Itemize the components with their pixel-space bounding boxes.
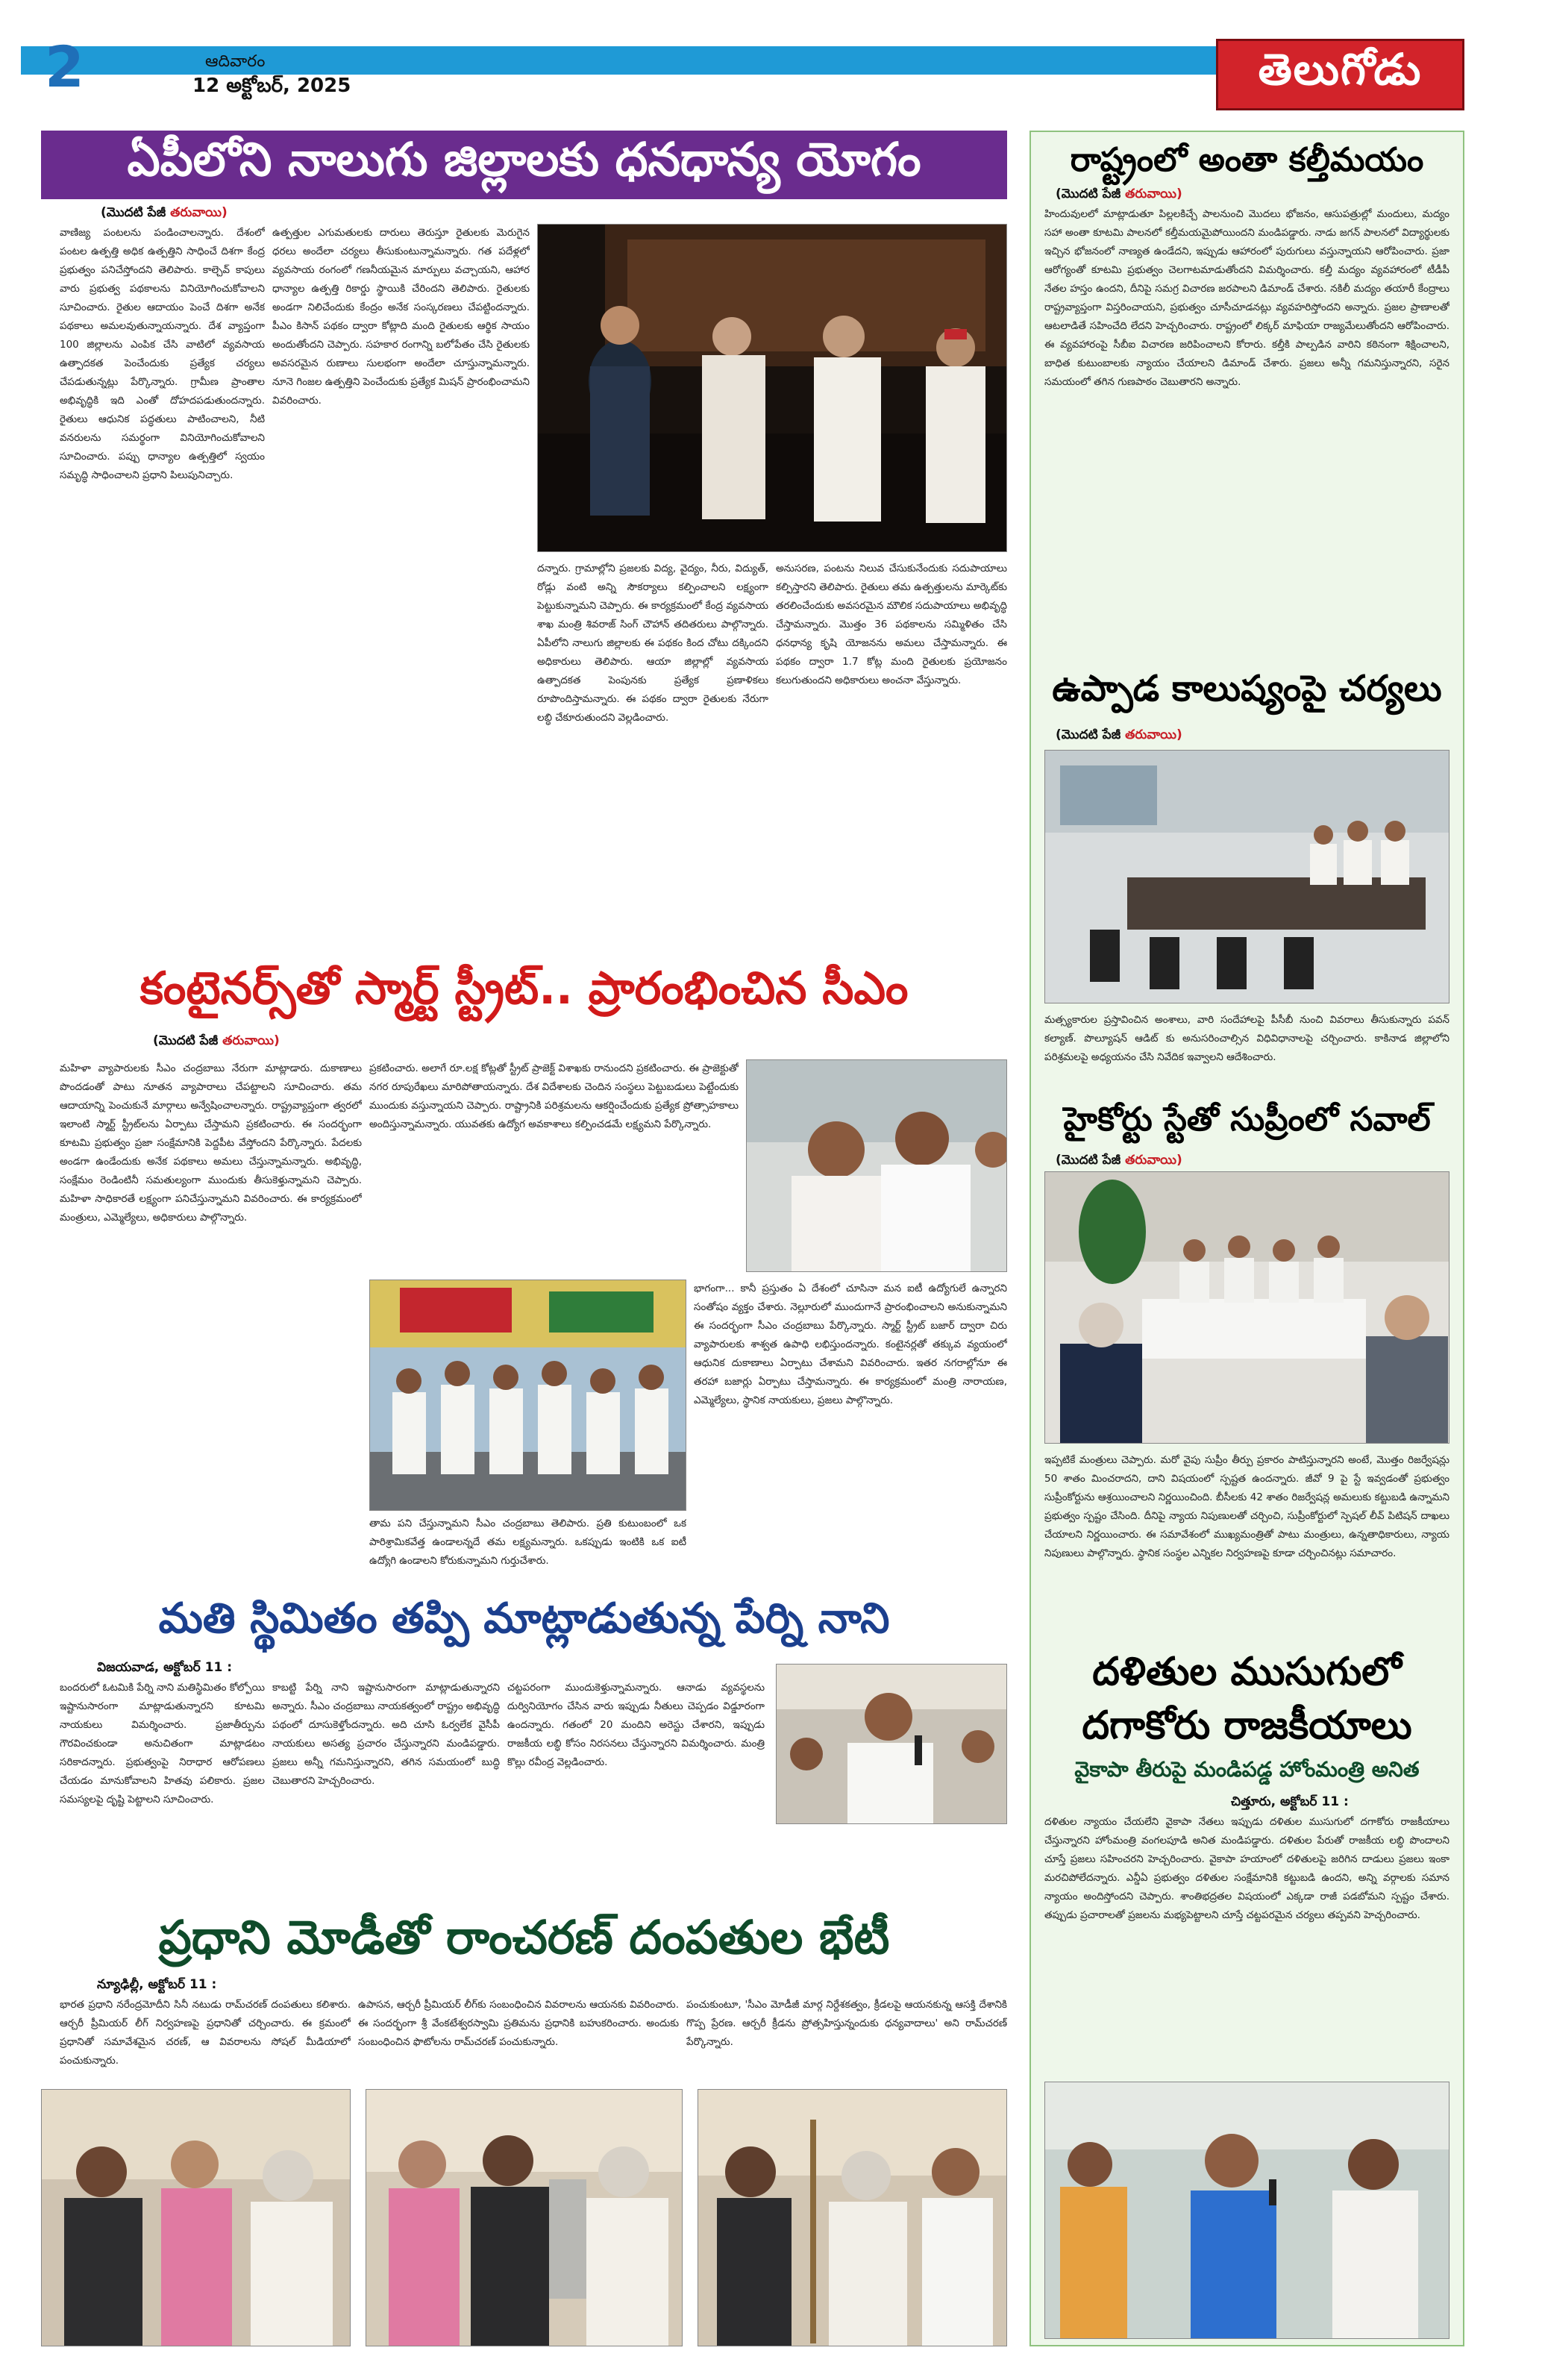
sidebar-story3-byline: (మొదటి పేజీ తరువాయి) (1056, 1153, 1182, 1168)
story4-photo-2 (366, 2089, 683, 2346)
story4-col2: ఉపాసన, ఆర్చరీ ప్రీమియర్ లీగ్‌కు సంబంధించిన వివరాలను ఆయనకు వివరించారు. ఈ సందర్భంగా శ్రీ వేంకటేశ్వరస్వామి ప్రతిమను ప్రధానికి బహుకరించారు. అందుకు సంబంధించిన ఫొటోలను రామ్‌చరణ్ పంచుకున్నారు. (358, 1999, 679, 2048)
story2-byline: (మొదటి పేజీ తరువాయి) (153, 1033, 280, 1048)
sidebar-story4-subhead: వైకాపా తీరుపై మండిపడ్డ హోంమంత్రి అనిత (1074, 1757, 1420, 1782)
story1-col1: వాణిజ్య పంటలను పండించాలన్నారు. దేశంలో పంటల ఉత్పత్తి అధిక ఉత్పత్తిని సాధించే దిశగా కేంద్ర ప్రభుత్వం పనిచేస్తోందని తెలిపారు. కాల్చెవ్ కాపులు వారు ప్రభుత్వ పథకాలను వినియోగించుకోవాలని సూచించారు. రైతుల ఆదాయం పెంచే దిశగా అనేక పథకాలు అమలవుతున్నాయన్నారు. దేశ వ్యాప్తంగా 100 జిల్లాలను ఎంపిక చేసి వాటిలో వ్యవసాయ ఉత్పాదకత పెంచేందుకు ప్రత్యేక చర్యలు చేపడుతున్నట్లు పేర్కొన్నారు. గ్రామీణ ప్రాంతాల అభివృద్ధికి ఇది ఎంతో దోహదపడుతుందన్నారు. రైతులు ఆధునిక పద్ధతులు పాటించాలని, నీటి వనరులను సమర్థంగా వినియోగించుకోవాలని సూచించారు. పప్పు ధాన్యాల ఉత్పత్తిలో స్వయం సమృద్ధి సాధించాలని ప్రధాని పిలుపునిచ్చారు. (60, 227, 265, 481)
story4-photo-3 (698, 2089, 1007, 2346)
story2-col2: ప్రకటించారు. అలాగే రూ.లక్ష కోట్లతో స్ట్రీట్ ప్రాజెక్ట్ విశాఖకు రానుందని ప్రకటించారు. ఈ ప్రాజెక్టుతో నగర రూపురేఖలు మారిపోతాయన్నారు. దేశ విదేశాలకు చెందిన సంస్థలు పెట్టుబడులు పెట్టేందుకు ముందుకు వస్తున్నాయని చెప్పారు. రాష్ట్రానికి పరిశ్రమలను ఆకర్షించేందుకు ప్రత్యేక ప్రోత్సాహకాలు అందిస్తున్నామన్నారు. యువతకు ఉద్యోగ అవకాశాలు కల్పించడమే లక్ష్యమని పేర్కొన్నారు. (369, 1062, 739, 1130)
story3-dateline: విజయవాడ, అక్టోబర్ 11 : (97, 1660, 232, 1675)
sidebar-story2-photo (1044, 750, 1449, 1003)
story3-col3: చట్టపరంగా ముందుకెళ్తున్నామన్నారు. ఆనాడు వ్యవస్థలను దుర్వినియోగం చేసిన వారు ఇప్పుడు నీతులు చెప్పడం విడ్డూరంగా ఉందన్నారు. గతంలో 20 మందిని అరెస్టు చేశారని, ఇప్పుడు రాజకీయ లబ్ధి కోసం నిరసనలు చేస్తున్నారని విమర్శించారు. మంత్రి కొల్లు రవీంద్ర వెల్లడించారు. (507, 1682, 765, 1768)
header-day: ఆదివారం (205, 52, 266, 71)
story4-photo-1 (41, 2089, 351, 2346)
story4-headline: ప్రధాని మోడీతో రాంచరణ్ దంపతుల భేటీ (158, 1910, 890, 1964)
story3-headline: మతి స్థిమితం తప్పి మాట్లాడుతున్న పేర్ని నాని (158, 1594, 890, 1643)
masthead (1216, 39, 1464, 110)
leaders-discussion-photo (747, 1060, 1007, 1272)
smart-street-crowd-photo (370, 1280, 686, 1511)
story1-headline: ఏపీలోని నాలుగు జిల్లాలకు ధనధాన్య యోగం (127, 132, 921, 187)
story3-col2: కాబట్టి పేర్ని నాని ఇష్టానుసారంగా మాట్లాడుతున్నారని అన్నారు. సీఎం చంద్రబాబు నాయకత్వంలో రాష్ట్రం అభివృద్ధి పథంలో దూసుకెళ్తోందన్నారు. అది చూసి ఓర్వలేక వైసీపీ నాయకులు అసత్య ప్రచారం చేస్తున్నారని మండిపడ్డారు. ప్రజలు అన్నీ గమనిస్తున్నారని, తగిన సమయంలో బుద్ధి చెబుతారని హెచ్చరించారు. (272, 1682, 500, 1787)
sidebar-story4-photo (1044, 2082, 1449, 2339)
sidebar-story4-headline: దళితుల ముసుగులో దగాకోరు రాజకీయాలు (1082, 1650, 1412, 1748)
sidebar-story1-body: హిందువులలో మాట్లాడుతూ పిల్లలకిచ్చే పాలనుంచి మొదలు భోజనం, ఆసుపత్రుల్లో మందులు, మద్యం సహా అంతా కూటమి పాలనలో కల్తీమయమైపోయిందని మండిపడ్డారు. నాడు జగన్ పాలనలో విద్యార్థులకు ఇచ్చిన భోజనంలో నాణ్యత ఉండేదని, ఇప్పుడు ఆహారంలో పురుగులు వస్తున్నాయని ఆరోపించారు. ప్రజా ఆరోగ్యంతో కూటమి ప్రభుత్వం చెలగాటమాడుతోందని విమర్శించారు. కల్తీ మద్యం వ్యవహారంలో టీడీపీ నేతల హస్తం ఉందని, దీనిపై సమగ్ర విచారణ జరపాలని డిమాండ్ చేశారు. నకిలీ మద్యం తయారీ కేంద్రాలు రాష్ట్రవ్యాప్తంగా విస్తరించాయని, ప్రభుత్వం చూసీచూడనట్లు వ్యవహరిస్తోందని అన్నారు. ప్రజల ప్రాణాలతో ఆటలాడితే సహించేది లేదని హెచ్చరించారు. రాష్ట్రంలో లిక్కర్ మాఫియా రాజ్యమేలుతోందని ఆరోపించారు. ఈ వ్యవహారంపై సీబీఐ విచారణ జరిపించాలని కోరారు. కల్తీకి పాల్పడిన వారిని కఠినంగా శిక్షించాలని, బాధిత కుటుంబాలకు న్యాయం చేయాలని డిమాండ్ చేశారు. ప్రజలు అన్నీ గమనిస్తున్నారని, సరైన సమయంలో తగిన గుణపాఠం చెబుతారని అన్నారు. (1044, 208, 1449, 388)
story3-col1: బందరులో ఓటమికి పేర్ని నాని మతిస్థిమితం కోల్పోయి ఇష్టానుసారంగా మాట్లాడుతున్నారని కూటమి నాయకులు విమర్శించారు. ప్రజాతీర్పును గౌరవించకుండా అనుచితంగా మాట్లాడటం సరికాదన్నారు. ప్రభుత్వంపై నిరాధార ఆరోపణలు చేయడం మానుకోవాలని హితవు పలికారు. ప్రజల సమస్యలపై దృష్టి పెట్టాలని సూచించారు. (60, 1682, 265, 1806)
sidebar-story1-headline: రాష్ట్రంలో అంతా కల్తీమయం (1070, 141, 1424, 179)
home-minister-speaking-photo (1045, 2082, 1449, 2339)
sidebar-story2-body: మత్స్యకారుల ప్రస్తావించిన అంశాలు, వారి సందేహాలపై పీసీబీ నుంచి వివరాలు తీసుకున్నారు పవన్ కల్యాణ్. పొల్యూషన్ ఆడిట్ కు అనుసరించాల్సిన విధివిధానాలపై చర్చించారు. కాకినాడ జిల్లాలోని పరిశ్రమలపై అధ్యయనం చేసి నివేదిక ఇవ్వాలని ఆదేశించారు. (1044, 1014, 1449, 1063)
story1-photo (537, 224, 1007, 552)
sidebar-story3-body: ఇప్పటికే మంత్రులు చెప్పారు. మరో వైపు సుప్రీం తీర్పు ప్రకారం పాటిస్తున్నారని అంటే, మొత్తం రిజర్వేషన్లు 50 శాతం మించరాదని, దాని విషయంలో స్పష్టత ఉందన్నారు. జీవో 9 పై స్టే ఇవ్వడంతో ప్రభుత్వం సుప్రీంకోర్టును ఆశ్రయించాలని నిర్ణయించింది. బీసీలకు 42 శాతం రిజర్వేషన్ల అమలుకు కట్టుబడి ఉన్నామని ప్రభుత్వం స్పష్టం చేసింది. దీనిపై న్యాయ నిపుణులతో చర్చించి, సుప్రీంకోర్టులో స్పెషల్ లీవ్ పిటిషన్ దాఖలు చేయాలని నిర్ణయించారు. ఈ సమావేశంలో ముఖ్యమంత్రితో పాటు మంత్రులు, ఉన్నతాధికారులు, న్యాయ నిపుణులు పాల్గొన్నారు. స్థానిక సంస్థల ఎన్నికల నిర్వహణపై కూడా చర్చించినట్లు సమాచారం. (1044, 1454, 1449, 1559)
story4-col1: భారత ప్రధాని నరేంద్రమోదీని సినీ నటుడు రామ్‌చరణ్ దంపతులు కలిశారు. ఆర్చరీ ప్రీమియర్ లీగ్ నిర్వహణపై ప్రధానితో చర్చించారు. ఈ క్రమంలో ప్రధానితో సమావేశమైన చరణ్, ఆ వివరాలను సోషల్ మీడియాలో పంచుకున్నారు. (60, 1999, 351, 2067)
story2-col1: మహిళా వ్యాపారులకు సీఎం చంద్రబాబు నేరుగా మాట్లాడారు. దుకాణాలు పొందడంతో పాటు నూతన వ్యాపారాలు చేపట్టాలని సూచించారు. తమ ఆదాయాన్ని పెంచుకునే మార్గాలు అన్వేషించాలన్నారు. రాష్ట్రవ్యాప్తంగా త్వరలో ఇలాంటి స్మార్ట్ స్ట్రీట్‌లను ఏర్పాటు చేస్తామని ప్రకటించారు. ఈ సందర్భంగా కూటమి ప్రభుత్వం ప్రజా సంక్షేమానికి పెద్దపీట వేస్తోందని పేర్కొన్నారు. పేదలకు అండగా ఉండేందుకు అనేక పథకాలు అమలు చేస్తున్నామన్నారు. అభివృద్ధి, సంక్షేమం రెండింటినీ సమతుల్యంగా ముందుకు తీసుకెళ్తున్నామని చెప్పారు. మహిళా సాధికారతే లక్ష్యంగా పనిచేస్తున్నామని వివరించారు. ఈ కార్యక్రమంలో మంత్రులు, ఎమ్మెల్యేలు, అధికారులు పాల్గొన్నారు. (60, 1062, 362, 1224)
sidebar-story1-byline: (మొదటి పేజీ తరువాయి) (1056, 187, 1182, 201)
sidebar-story4-dateline: చిత్తూరు, అక్టోబర్ 11 : (1231, 1794, 1349, 1809)
sidebar-story2-headline: ఉప్పాడ కాలుష్యంపై చర్యలు (1052, 668, 1442, 710)
pm-event-stage-photo (538, 225, 1007, 552)
speaker-mic-photo (777, 1665, 1007, 1824)
story2-photo-street (369, 1280, 686, 1511)
sidebar-story3-photo (1044, 1171, 1449, 1444)
masthead-title: తెలుగోడు (1258, 43, 1423, 95)
pm-archery-gift-photo (698, 2090, 1007, 2346)
story1-col3: దన్నారు. గ్రామాల్లోని ప్రజలకు విద్య, వైద్యం, నీరు, విద్యుత్, రోడ్లు వంటి అన్ని సౌకర్యాలు కల్పించాలని లక్ష్యంగా పెట్టుకున్నామని చెప్పారు. ఈ కార్యక్రమంలో కేంద్ర వ్యవసాయ శాఖ మంత్రి శివరాజ్ సింగ్ చౌహాన్ తదితరులు పాల్గొన్నారు. ఏపీలోని నాలుగు జిల్లాలకు ఈ పథకం కింద చోటు దక్కిందని అధికారులు తెలిపారు. ఆయా జిల్లాల్లో వ్యవసాయ ఉత్పాదకత పెంపునకు ప్రత్యేక ప్రణాళికలు రూపొందిస్తామన్నారు. ఈ పథకం ద్వారా రైతులకు నేరుగా లబ్ధి చేకూరుతుందని వెల్లడించారు. (537, 563, 768, 724)
story2-headline: కంటైనర్స్‌తో స్మార్ట్ స్ట్రీట్.. ప్రారంభించిన సీఎం (140, 962, 909, 1015)
story2-col4: తామ పని చేస్తున్నామని సీఎం చంద్రబాబు తెలిపారు. ప్రతి కుటుంబంలో ఒక పారిశ్రామికవేత్త ఉండాలన్నదే తమ లక్ష్యమన్నారు. ఒకప్పుడు ఇంటికి ఒక ఐటీ ఉద్యోగి ఉండాలని కోరుకున్నామని గుర్తుచేశారు. (369, 1518, 686, 1567)
sidebar-story3-headline: హైకోర్టు స్టేతో సుప్రీంలో సవాల్ (1063, 1100, 1431, 1139)
story1-byline: (మొదటి పేజీ తరువాయి) (101, 205, 228, 220)
story1-headline-banner (41, 131, 1007, 199)
story2-photo-discussion (746, 1059, 1007, 1272)
page-number: 2 (45, 34, 84, 100)
story1-col4: అనుసరణ, పంటను నిలువ చేసుకునేందుకు సదుపాయాలు కల్పిస్తారని తెలిపారు. రైతులు తమ ఉత్పత్తులను మార్కెట్‌కు తరలించేందుకు అవసరమైన మౌలిక సదుపాయాలు అభివృద్ధి చేస్తామన్నారు. మొత్తం 36 పథకాలను సమ్మిళితం చేసి ధనధాన్య కృషి యోజనను అమలు చేస్తామన్నారు. ఈ పథకం ద్వారా 1.7 కోట్ల మంది రైతులకు ప్రయోజనం కలుగుతుందని అధికారులు అంచనా వేస్తున్నారు. (776, 563, 1007, 686)
pm-couple-greeting-photo (42, 2090, 351, 2346)
pm-idol-gift-photo (366, 2090, 683, 2346)
sidebar-story2-byline: (మొదటి పేజీ తరువాయి) (1056, 727, 1182, 742)
story4-col3: పంచుకుంటూ, 'సీఎం మోడీజీ మార్గ నిర్దేశకత్వం, క్రీడలపై ఆయనకున్న ఆసక్తి దేశానికి గొప్ప ప్రేరణ. ఆర్చరీ క్రీడను ప్రోత్సహిస్తున్నందుకు ధన్యవాదాలు' అని రామ్‌చరణ్ పేర్కొన్నారు. (686, 1999, 1007, 2048)
review-meeting-photo (1045, 751, 1449, 1003)
header-date: 12 అక్టోబర్, 2025 (192, 75, 351, 97)
story4-dateline: న్యూఢిల్లీ, అక్టోబర్ 11 : (97, 1977, 217, 1992)
cm-meeting-photo (1045, 1172, 1449, 1444)
story1-col2: ఉత్పత్తుల ఎగుమతులకు దారులు తెరుస్తూ రైతులకు మెరుగైన ధరలు అందేలా చర్యలు తీసుకుంటున్నామన్నారు. గత పదేళ్లలో వ్యవసాయ రంగంలో గణనీయమైన మార్పులు వచ్చాయని, ఆహార ధాన్యాల ఉత్పత్తి రికార్డు స్థాయికి చేరిందని తెలిపారు. రైతులకు అండగా నిలిచేందుకు కేంద్రం అనేక సంస్కరణలు చేపట్టిందన్నారు. పీఎం కిసాన్ పథకం ద్వారా కోట్లాది మంది రైతులకు ఆర్థిక సాయం అందుతోందని చెప్పారు. సహకార రంగాన్ని బలోపేతం చేసి రైతులకు అవసరమైన రుణాలు సులభంగా అందేలా చూస్తున్నామన్నారు. నూనె గింజల ఉత్పత్తిని పెంచేందుకు ప్రత్యేక మిషన్ ప్రారంభించామని వివరించారు. (272, 227, 530, 407)
story3-photo (776, 1664, 1007, 1824)
story2-col3: భాగంగా... కానీ ప్రస్తుతం ఏ దేశంలో చూసినా మన ఐటీ ఉద్యోగులే ఉన్నారని సంతోషం వ్యక్తం చేశారు. నెల్లూరులో ముందుగానే ప్రారంభించాలని అనుకున్నామని ఈ సందర్భంగా సీఎం చంద్రబాబు పేర్కొన్నారు. స్మార్ట్ స్ట్రీట్ బజార్ ద్వారా చిరు వ్యాపారులకు శాశ్వత ఉపాధి లభిస్తుందన్నారు. కంటైనర్లతో తక్కువ వ్యయంలో ఆధునిక దుకాణాలు ఏర్పాటు చేశామని వివరించారు. ఇతర నగరాల్లోనూ ఈ తరహా బజార్లు ఏర్పాటు చేస్తామన్నారు. ఈ కార్యక్రమంలో మంత్రి నారాయణ, ఎమ్మెల్యేలు, స్థానిక నాయకులు, ప్రజలు పాల్గొన్నారు. (694, 1283, 1007, 1406)
sidebar-story4-body: దళితుల న్యాయం చేయలేని వైకాపా నేతలు ఇప్పుడు దళితుల ముసుగులో దగాకోరు రాజకీయాలు చేస్తున్నారని హోంమంత్రి వంగలపూడి అనిత మండిపడ్డారు. దళితుల పేరుతో రాజకీయ లబ్ధి పొందాలని చూస్తే ప్రజలు సహించరని హెచ్చరించారు. వైకాపా హయాంలో దళితులపై జరిగిన దాడులు ప్రజలు ఇంకా మరచిపోలేదన్నారు. ఎన్డీఏ ప్రభుత్వం దళితుల సంక్షేమానికి కట్టుబడి ఉందని, అన్ని వర్గాలకు సమాన న్యాయం అందిస్తోందని చెప్పారు. శాంతిభద్రతల విషయంలో ఎక్కడా రాజీ పడబోమని స్పష్టం చేశారు. తప్పుడు ప్రచారాలతో ప్రజలను మభ్యపెట్టాలని చూస్తే చట్టపరమైన చర్యలు తప్పవని హెచ్చరించారు. (1044, 1816, 1449, 1921)
